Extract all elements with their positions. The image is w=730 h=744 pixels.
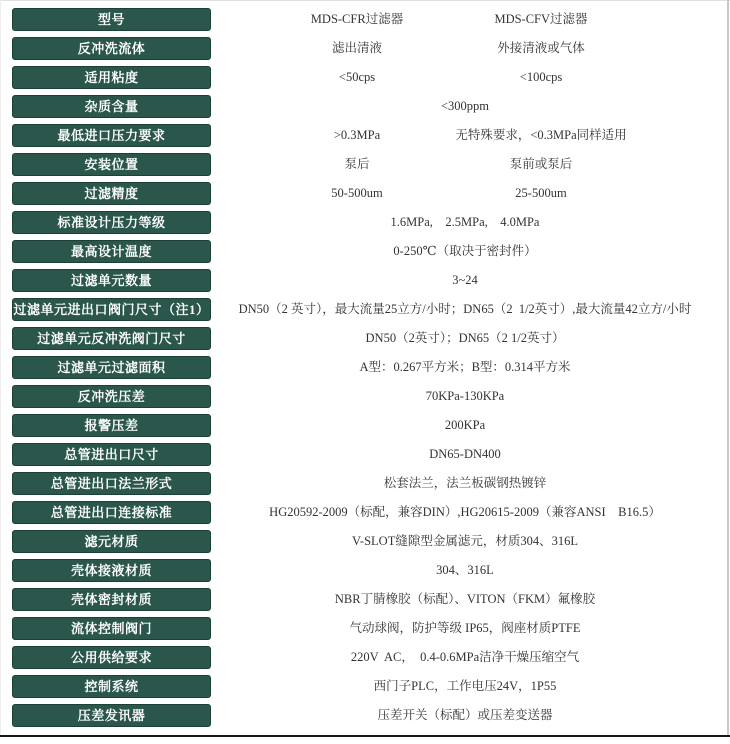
row-label-cell: 壳体接液材质	[12, 559, 211, 582]
row-value-area	[0, 37, 730, 60]
row-value-area	[0, 385, 730, 408]
row-label-cell: 适用粘度	[12, 66, 211, 89]
row-label-cell: 壳体密封材质	[12, 588, 211, 611]
spec-row	[0, 66, 730, 89]
row-label-cell: 总管进出口连接标准	[12, 501, 211, 524]
row-value-area	[0, 95, 730, 118]
row-value-area	[0, 8, 730, 31]
row-label-cell: 过滤单元反冲洗阀门尺寸	[12, 327, 211, 350]
row-value-area	[0, 530, 730, 553]
row-value: MDS-CFR过滤器	[310, 12, 404, 26]
row-value: 泵前或泵后	[509, 157, 573, 171]
row-value: 1.6MPa, 2.5MPa, 4.0MPa	[390, 215, 540, 229]
spec-row	[0, 530, 730, 553]
row-value-area	[0, 298, 730, 321]
row-value-area	[0, 327, 730, 350]
row-label-cell: 过滤单元进出口阀门尺寸（注1）	[12, 298, 211, 321]
row-value-area	[0, 443, 730, 466]
row-value-area	[0, 472, 730, 495]
spec-row	[0, 675, 730, 698]
row-value-area	[0, 211, 730, 234]
row-value-area	[0, 704, 730, 727]
bottom-divider-line	[0, 735, 730, 737]
row-value: 200KPa	[444, 418, 486, 432]
spec-row	[0, 153, 730, 176]
spec-row	[0, 385, 730, 408]
row-label-cell: 报警压差	[12, 414, 211, 437]
row-value: 压差开关（标配）或压差变送器	[377, 708, 553, 722]
row-value: NBR丁腈橡胶（标配）、VITON（FKM）氟橡胶	[334, 592, 596, 606]
row-value-area	[0, 182, 730, 205]
row-value-area	[0, 153, 730, 176]
row-value-area	[0, 559, 730, 582]
spec-row	[0, 559, 730, 582]
spec-row	[0, 588, 730, 611]
row-value: 西门子PLC，工作电压24V，1P55	[373, 679, 557, 693]
row-label-cell: 流体控制阀门	[12, 617, 211, 640]
row-value: <100cps	[519, 70, 563, 84]
spec-row	[0, 37, 730, 60]
row-label-cell: 压差发讯器	[12, 704, 211, 727]
row-value: DN50（2 英寸），最大流量25立方/小时；DN65（2 1/2英寸）,最大流量42立方/小时	[238, 302, 692, 316]
spec-row	[0, 443, 730, 466]
row-value: 0-250℃（取决于密封件）	[393, 244, 537, 258]
row-label-cell: 杂质含量	[12, 95, 211, 118]
row-value: 50-500um	[331, 186, 383, 200]
spec-row	[0, 617, 730, 640]
spec-row	[0, 124, 730, 147]
row-value-area	[0, 675, 730, 698]
row-value-area	[0, 240, 730, 263]
spec-row	[0, 501, 730, 524]
row-value: V-SLOT缝隙型金属滤元，材质304、316L	[352, 534, 578, 548]
row-value-area	[0, 66, 730, 89]
row-label-cell: 总管进出口尺寸	[12, 443, 211, 466]
row-value: 70KPa-130KPa	[425, 389, 505, 403]
row-value: 3~24	[452, 273, 478, 287]
row-value: DN65-DN400	[429, 447, 501, 461]
row-value-area	[0, 588, 730, 611]
spec-row	[0, 646, 730, 669]
row-value-area	[0, 269, 730, 292]
row-value-area	[0, 617, 730, 640]
row-value-area	[0, 124, 730, 147]
row-label-cell: 过滤单元数量	[12, 269, 211, 292]
row-value-area	[0, 356, 730, 379]
spec-row	[0, 414, 730, 437]
row-value: 220V AC， 0.4-0.6MPa洁净干燥压缩空气	[350, 650, 580, 664]
row-label-cell: 总管进出口法兰形式	[12, 472, 211, 495]
row-value: 松套法兰，法兰板碳钢热镀锌	[383, 476, 547, 490]
row-value-area	[0, 646, 730, 669]
row-value: 气动球阀，防护等级 IP65，阀座材质PTFE	[349, 621, 581, 635]
row-label-cell: 滤元材质	[12, 530, 211, 553]
row-value-area	[0, 414, 730, 437]
row-value: <50cps	[338, 70, 376, 84]
row-value: 无特殊要求，<0.3MPa同样适用	[455, 128, 627, 142]
row-value-area	[0, 501, 730, 524]
row-value: 滤出清液	[331, 41, 383, 55]
spec-table	[0, 8, 730, 733]
row-value: 304、316L	[436, 563, 494, 577]
spec-row	[0, 298, 730, 321]
row-label-cell: 公用供给要求	[12, 646, 211, 669]
row-value: <300ppm	[440, 99, 490, 113]
row-value: 泵后	[344, 157, 370, 171]
row-label-cell: 最低进口压力要求	[12, 124, 211, 147]
spec-row	[0, 472, 730, 495]
row-label-cell: 反冲洗压差	[12, 385, 211, 408]
row-label-cell: 反冲洗流体	[12, 37, 211, 60]
table-top-border	[0, 0, 730, 1]
row-label-cell: 型号	[12, 8, 211, 31]
row-value: HG20592-2009（标配，兼容DIN）,HG20615-2009（兼容ANSI B16.5）	[269, 505, 661, 519]
spec-row	[0, 211, 730, 234]
row-label-cell: 控制系统	[12, 675, 211, 698]
spec-row	[0, 95, 730, 118]
spec-row	[0, 8, 730, 31]
row-label-cell: 标准设计压力等级	[12, 211, 211, 234]
spec-row	[0, 240, 730, 263]
row-label-cell: 过滤单元过滤面积	[12, 356, 211, 379]
row-label-cell: 过滤精度	[12, 182, 211, 205]
row-value: 外接清液或气体	[497, 41, 585, 55]
row-value: DN50（2英寸）；DN65（2 1/2英寸）	[365, 331, 565, 345]
row-label-cell: 安装位置	[12, 153, 211, 176]
spec-row	[0, 356, 730, 379]
row-value: 25-500um	[515, 186, 567, 200]
row-value: A型：0.267平方米；B型：0.314平方米	[359, 360, 571, 374]
row-value: >0.3MPa	[333, 128, 381, 142]
spec-row	[0, 704, 730, 727]
row-label-cell: 最高设计温度	[12, 240, 211, 263]
row-value: MDS-CFV过滤器	[494, 12, 588, 26]
spec-row	[0, 327, 730, 350]
spec-row	[0, 182, 730, 205]
spec-row	[0, 269, 730, 292]
